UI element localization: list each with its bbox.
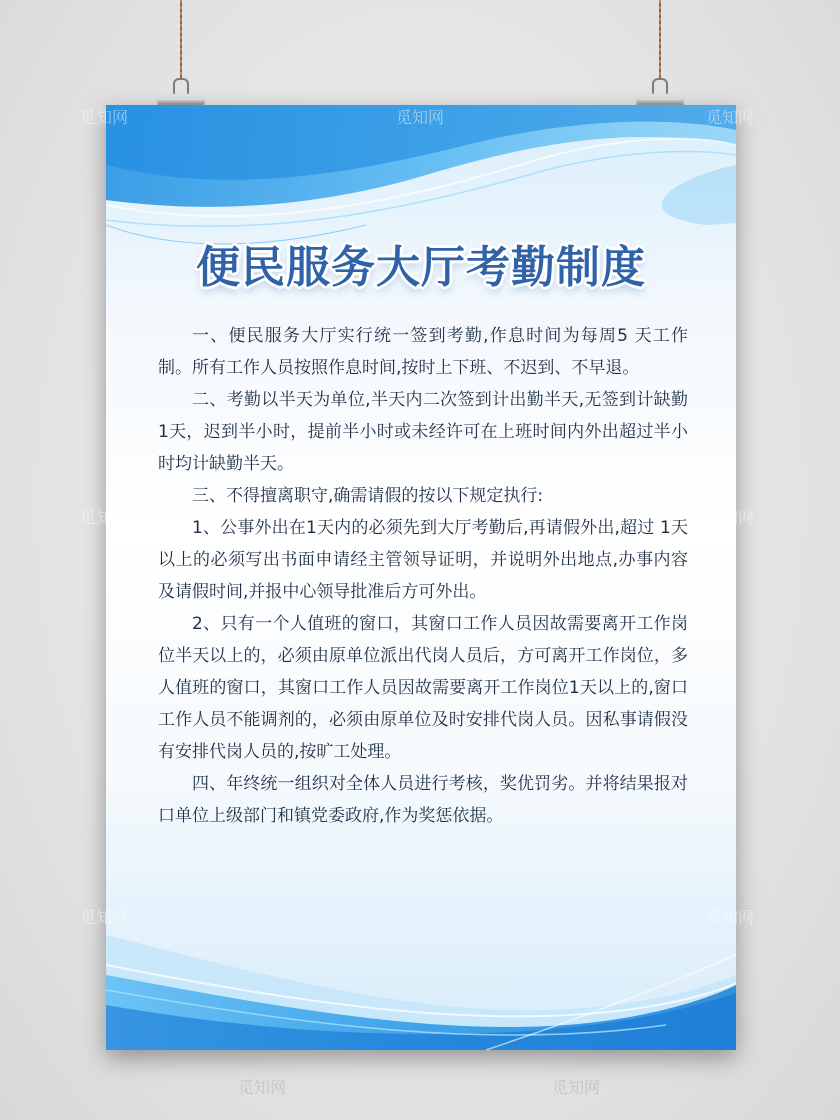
hanging-string-right [659,0,661,80]
watermark: 觅知网 [80,108,129,127]
paragraph-4: 四、年终统一组织对全体人员进行考核，奖优罚劣。并将结果报对口单位上级部门和镇党委政府,作为奖惩依据。 [158,774,688,826]
clip-ring-right [652,78,668,94]
regulation-text [158,320,688,832]
poster [106,105,736,1050]
watermark: 觅知网 [706,108,755,127]
hanging-string-left [180,0,182,80]
watermark: 觅知网 [396,108,445,127]
paragraph-3: 三、不得擅离职守,确需请假的按以下规定执行: [192,486,544,506]
watermark: 觅知网 [552,1078,601,1097]
paragraph-3-2: 2、只有一个人值班的窗口，其窗口工作人员因故需要离开工作岗位半天以上的，必须由原单位派出代岗人员后，方可离开工作岗位，多人值班的窗口，其窗口工作人员因故需要离开工作岗位1天以上的,窗口工作人员不能调剂的，必须由原单位及时安排代岗人员。因私事请假没有安排代岗人员的,按旷工处理。 [158,614,688,762]
watermark: 觅知网 [80,508,129,527]
watermark: 觅知网 [706,508,755,527]
watermark: 觅知网 [80,908,129,927]
watermark: 觅知网 [706,908,755,927]
clip-ring-left [173,78,189,94]
paragraph-3-1: 1、公事外出在1天内的必须先到大厅考勤后,再请假外出,超过 1天以上的必须写出书面申请经主管领导证明，并说明外出地点,办事内容及请假时间,并报中心领导批准后方可外出。 [158,518,688,602]
paragraph-2: 二、考勤以半天为单位,半天内二次签到计出勤半天,无签到计缺勤1天，迟到半小时，提前半小时或未经许可在上班时间内外出超过半小时均计缺勤半天。 [158,390,688,474]
watermark: 觅知网 [238,1078,287,1097]
poster-title: 便民服务大厅考勤制度 [196,242,646,293]
paragraph-1: 一、便民服务大厅实行统一签到考勤,作息时间为每周5 天工作制。所有工作人员按照作息时间,按时上下班、不迟到、不早退。 [158,326,688,378]
